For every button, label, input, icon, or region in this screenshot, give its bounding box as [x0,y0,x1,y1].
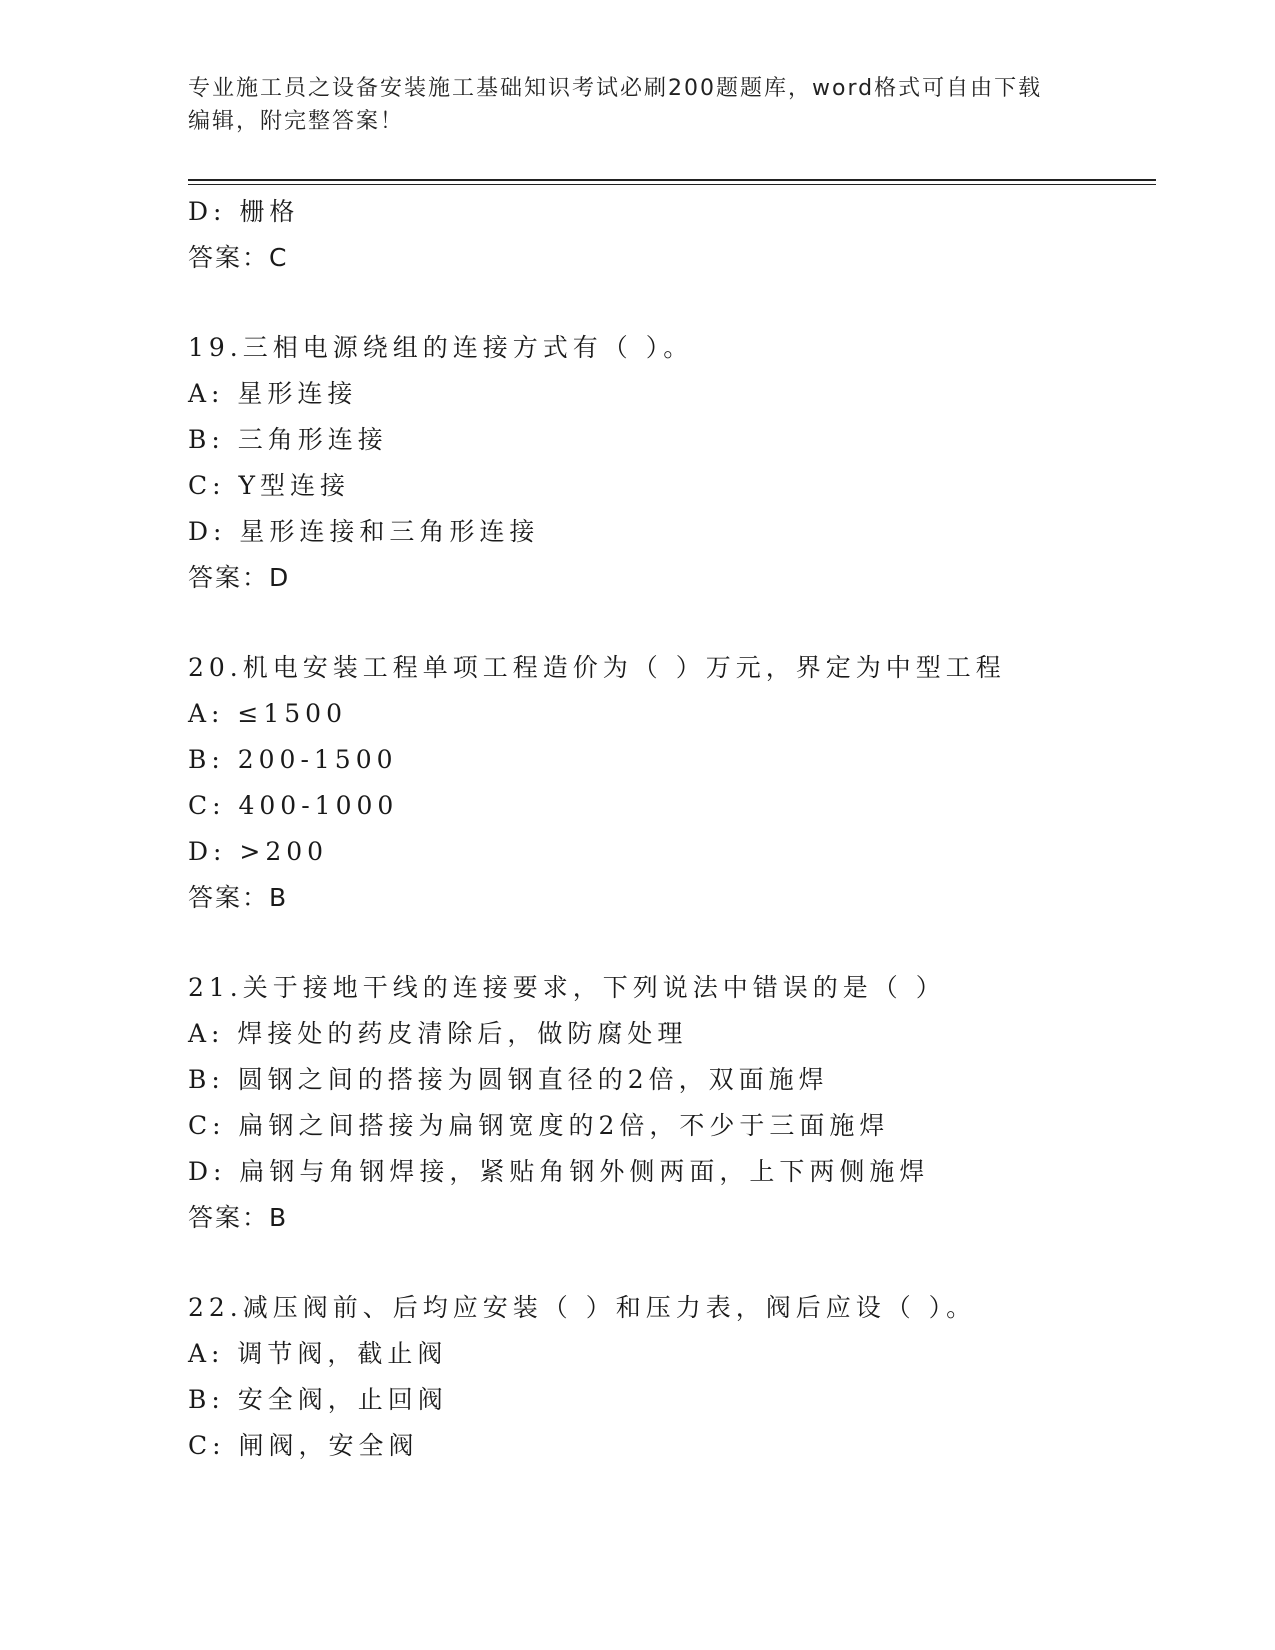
answer: 答案：B [188,1203,289,1232]
question-22 [188,1285,1156,1469]
document-header [188,72,1078,138]
option-a: A: 调节阀，截止阀 [188,1339,448,1368]
question-stem: 19.三相电源绕组的连接方式有（ ）。 [188,333,694,362]
header-divider-thick [188,179,1156,181]
question-stem: 20.机电安装工程单项工程造价为（ ）万元，界定为中型工程 [188,653,1006,682]
option-b: B: 三角形连接 [188,425,388,454]
option-c: C: Y型连接 [188,471,351,500]
option-d: D: 星形连接和三角形连接 [188,517,540,546]
answer: 答案：C [188,243,289,272]
option-c: C: 扁钢之间搭接为扁钢宽度的2倍，不少于三面施焊 [188,1111,890,1140]
option-c: C: 闸阀，安全阀 [188,1431,419,1460]
option-a: A: 星形连接 [188,379,358,408]
spacer [188,921,1156,965]
option-a: A: 焊接处的药皮清除后，做防腐处理 [188,1019,688,1048]
spacer [188,281,1156,325]
option-d: D: 扁钢与角钢焊接，紧贴角钢外侧两面，上下两侧施焊 [188,1157,930,1186]
option-b: B: 安全阀，止回阀 [188,1385,448,1414]
answer: 答案：D [188,563,291,592]
header-line-2: 编辑，附完整答案！ [188,109,405,134]
option-b: B: 圆钢之间的搭接为圆钢直径的2倍，双面施焊 [188,1065,829,1094]
question-21 [188,965,1156,1241]
option-b: B: 200-1500 [188,745,398,774]
option-d: D: 栅格 [188,197,300,226]
question-stem: 21.关于接地干线的连接要求，下列说法中错误的是（ ） [188,973,946,1002]
spacer [188,601,1156,645]
option-a: A: ≤1500 [188,699,347,728]
document-body [188,189,1156,1469]
header-line-1: 专业施工员之设备安装施工基础知识考试必刷200题题库，word格式可自由下载 [188,76,1043,101]
spacer [188,1241,1156,1285]
answer: 答案：B [188,883,289,912]
question-stem: 22.减压阀前、后均应安装（ ）和压力表，阀后应设（ ）。 [188,1293,977,1322]
option-d: D: >200 [188,837,329,866]
question-19 [188,325,1156,601]
header-divider-thin [188,184,1156,185]
question-20 [188,645,1156,921]
option-c: C: 400-1000 [188,791,399,820]
